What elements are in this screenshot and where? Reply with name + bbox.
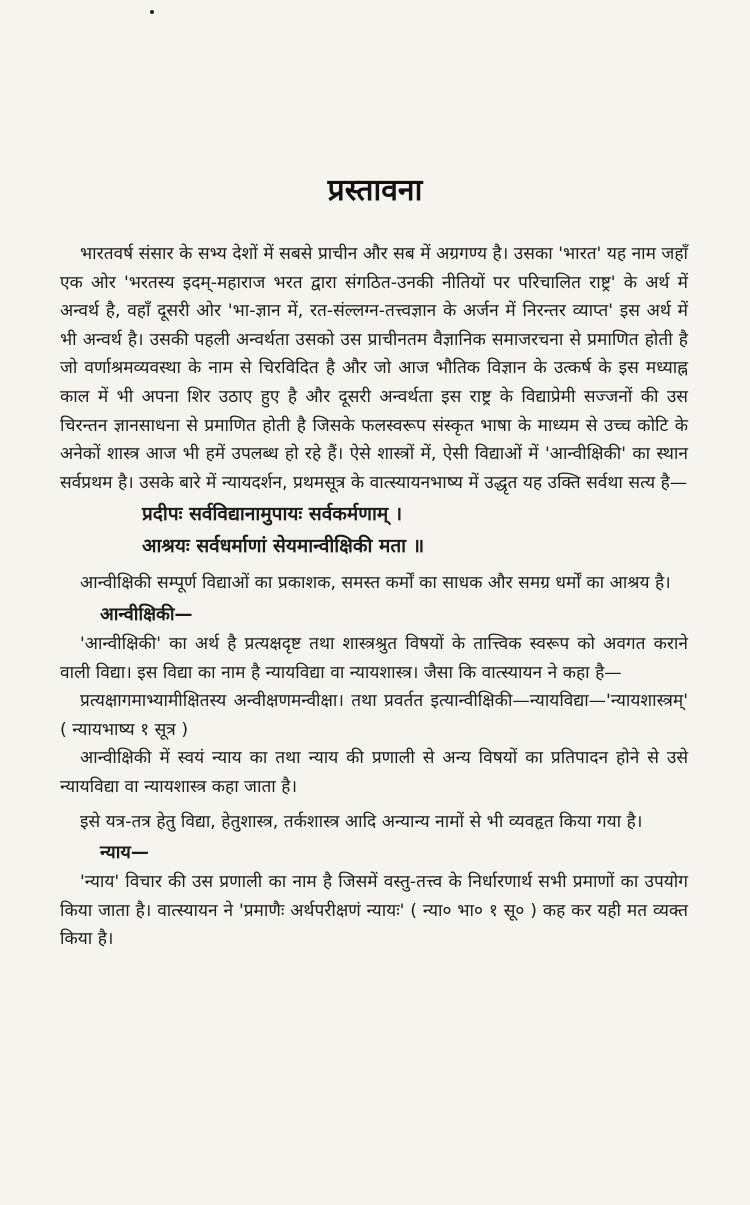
paragraph-verse-meaning: आन्वीक्षिकी सम्पूर्ण विद्याओं का प्रकाशक, समस्त कर्मों का साधक और समग्र धर्मों का आश्रय है। <box>80 573 671 594</box>
page-title: प्रस्तावना <box>327 173 423 208</box>
verse-line-2: आश्रयः सर्वधर्माणां सेयमान्वीक्षिकी मता ॥ <box>142 535 425 558</box>
section-heading-anvikshiki: आन्वीक्षिकी— <box>100 603 193 625</box>
paragraph-anvikshiki-meaning: 'आन्वीक्षिकी' का अर्थ है प्रत्यक्षदृष्ट तथा शास्त्रश्रुत विषयों के तात्त्विक स्वरूप को अवगत कराने वाली विद्या। इस विद्या का नाम है न्यायविद्या वा न्यायशास्त्र। जैसा कि वात्स्यायन ने कहा है— <box>60 633 688 683</box>
document-body <box>60 240 688 954</box>
paragraph-nyayavidya: आन्वीक्षिकी में स्वयं न्याय का तथा न्याय की प्रणाली से अन्य विषयों का प्रतिपादन होने से उसे न्यायविद्या वा न्यायशास्त्र कहा जाता है। <box>60 748 688 797</box>
section-heading-nyaya: न्याय— <box>100 842 149 864</box>
paragraph-nyaya-definition: 'न्याय' विचार की उस प्रणाली का नाम है जिसमें वस्तु-तत्त्व के निर्धारणार्थ सभी प्रमाणों का उपयोग किया जाता है। वात्स्यायन ने 'प्रमाणैः अर्थपरीक्षणं न्यायः' ( न्या० भा० १ सू० ) कह कर यही मत व्यक्त किया है। <box>60 872 688 950</box>
paragraph-other-names: इसे यत्र-तत्र हेतु विद्या, हेतुशास्त्र, तर्कशास्त्र आदि अन्यान्य नामों से भी व्यवहृत किया गया है। <box>80 811 643 832</box>
paragraph-vatsyayana-quote: प्रत्यक्षागमाभ्यामीक्षितस्य अन्वीक्षणमन्वीक्षा। तथा प्रवर्तत इत्यान्वीक्षिकी—न्यायविद्या—'न्यायशास्त्रम्' ( न्यायभाष्य १ सूत्र ) <box>60 691 688 740</box>
verse-line-1: प्रदीपः सर्वविद्यानामुपायः सर्वकर्मणाम् । <box>142 503 403 526</box>
paragraph-intro: भारतवर्ष संसार के सभ्य देशों में सबसे प्राचीन और सब में अग्रगण्य है। उसका 'भारत' यह नाम जहाँ एक ओर 'भरतस्य इदम्-महाराज भरत द्वारा संगठित-उनकी नीतियों पर परिचालित राष्ट्र' के अर्थ में अन्वर्थ है, वहाँ दूसरी ओर 'भा-ज्ञान में, रत-संल्लग्न-तत्त्वज्ञान के अर्जन में निरन्तर व्याप्त' इस अर्थ में भी अन्वर्थ है। उसकी पहली अन्वर्थता उसको उस प्राचीनतम वैज्ञानिक समाजरचना से प्रमाणित होती है जो वर्णाश्रमव्यवस्था के नाम से चिरविदित है और जो आज भौतिक विज्ञान के उत्कर्ष के इस मध्याह्न काल में भी अपना शिर उठाए हुए है और दूसरी अन्वर्थता इस राष्ट्र के विद्याप्रेमी सज्जनों की उस चिरन्तन ज्ञानसाधना से प्रमाणित होती है जिसके फलस्वरूप संस्कृत भाषा के माध्यम से उच्च कोटि के अनेकों शास्त्र आज भी हमें उपलब्ध हो रहे हैं। ऐसे शास्त्रों में, ऐसी विद्याओं में 'आन्वीक्षिकी' का स्थान सर्वप्रथम है। उसके बारे में न्यायदर्शन, प्रथमसूत्र के वात्स्यायनभाष्य में उद्धृत यह उक्ति सर्वथा सत्य है— <box>60 244 688 493</box>
ink-dot <box>150 10 154 14</box>
